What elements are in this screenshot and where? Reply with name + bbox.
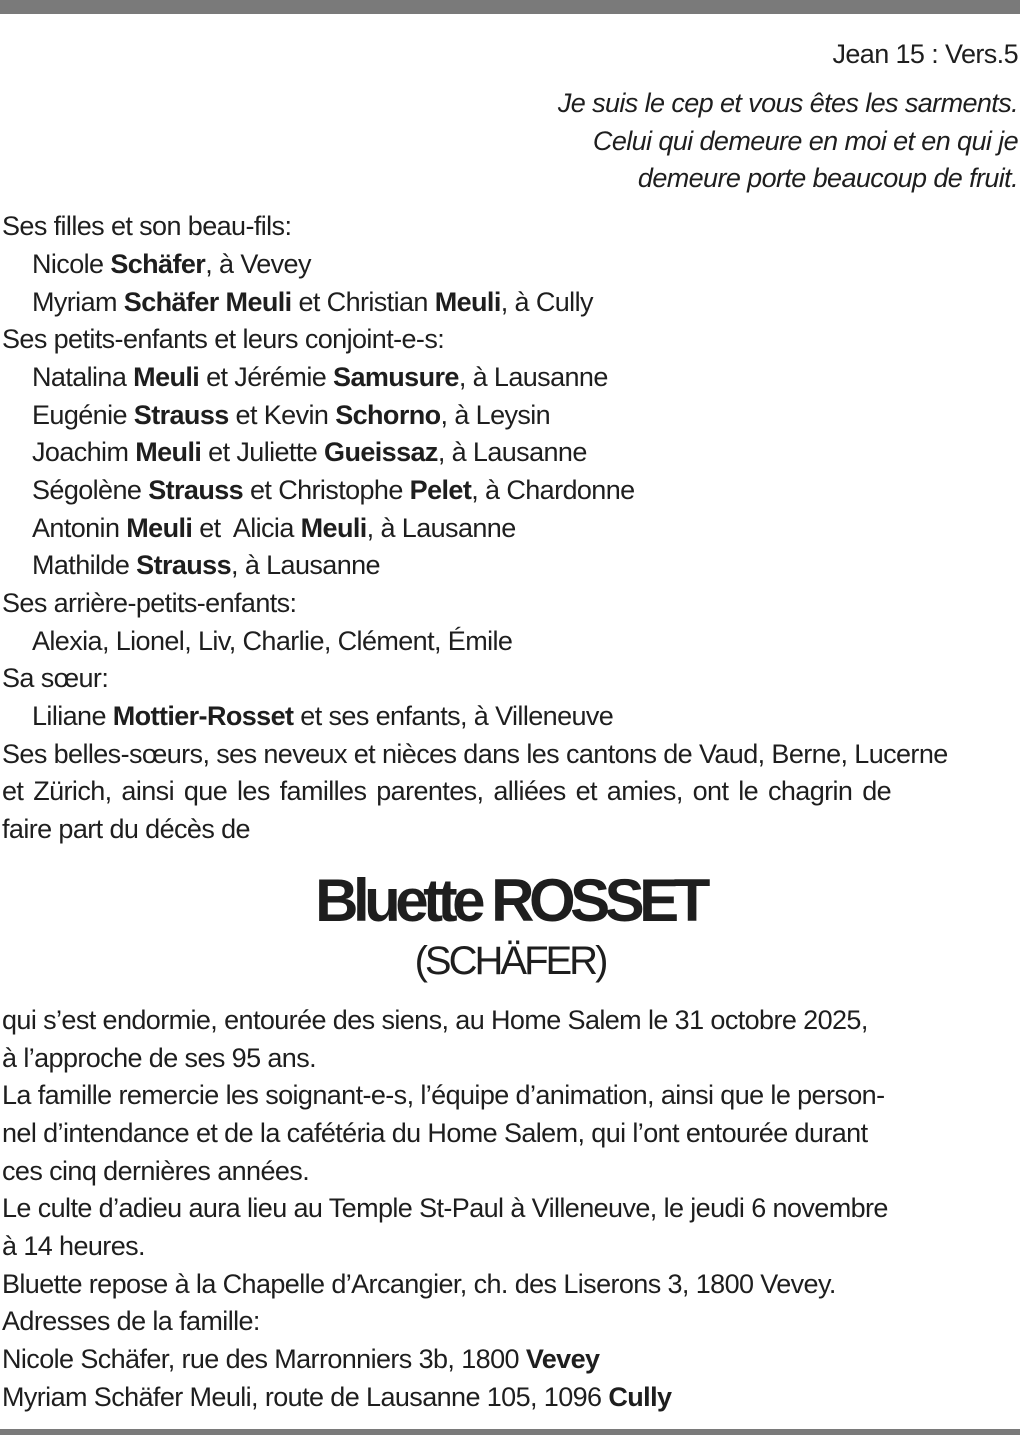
great-grandchildren-list: Alexia, Lionel, Liv, Charlie, Clément, Émile <box>32 626 513 656</box>
great-grandchildren-heading: Ses arrière-petits-enfants: <box>2 588 297 618</box>
verse-line-2: Celui qui demeure en moi et en qui je <box>592 126 1018 156</box>
daughters-heading: Ses filles et son beau-fils: <box>2 211 292 241</box>
family-member: Ségolène Strauss et Christophe Pelet, à Chardonne <box>32 475 635 505</box>
thanks-line: ces cinq dernières années. <box>2 1156 310 1186</box>
passing-line: à l’approche de ses 95 ans. <box>2 1043 317 1073</box>
announcement-line: et Zürich, ainsi que les familles parentes, alliées et amies, ont le chagrin de <box>2 776 892 806</box>
family-member: Joachim Meuli et Juliette Gueissaz, à Lausanne <box>32 437 587 467</box>
family-member: Mathilde Strauss, à Lausanne <box>32 550 380 580</box>
bottom-rule <box>0 1429 1020 1435</box>
thanks-line: La famille remercie les soignant-e-s, l’équipe d’animation, ainsi que le person- <box>2 1080 885 1110</box>
family-member: Eugénie Strauss et Kevin Schorno, à Leysin <box>32 400 551 430</box>
deceased-maiden-name: (SCHÄFER) <box>414 939 606 983</box>
family-member: Myriam Schäfer Meuli et Christian Meuli, à Cully <box>32 287 593 317</box>
family-member: Antonin Meuli et Alicia Meuli, à Lausanne <box>32 513 516 543</box>
family-member: Liliane Mottier-Rosset et ses enfants, à Villeneuve <box>32 701 614 731</box>
addresses-heading: Adresses de la famille: <box>2 1306 260 1336</box>
verse-reference: Jean 15 : Vers.5 <box>832 39 1018 69</box>
deceased-name: Bluette ROSSET <box>315 867 705 934</box>
family-address: Myriam Schäfer Meuli, route de Lausanne 105, 1096 Cully <box>2 1382 672 1412</box>
family-member: Nicole Schäfer, à Vevey <box>32 249 311 279</box>
service-line: Le culte d’adieu aura lieu au Temple St-Paul à Villeneuve, le jeudi 6 novembre <box>2 1193 888 1223</box>
sister-heading: Sa sœur: <box>2 663 109 693</box>
top-rule <box>0 0 1020 14</box>
thanks-line: nel d’intendance et de la cafétéria du Home Salem, qui l’ont entourée durant <box>2 1118 868 1148</box>
verse-line-3: demeure porte beaucoup de fruit. <box>637 163 1018 193</box>
verse-line-1: Je suis le cep et vous êtes les sarments. <box>557 88 1018 118</box>
grandchildren-heading: Ses petits-enfants et leurs conjoint-e-s: <box>2 324 445 354</box>
rest-location: Bluette repose à la Chapelle d’Arcangier, ch. des Liserons 3, 1800 Vevey. <box>2 1269 836 1299</box>
announcement-line: faire part du décès de <box>2 814 250 844</box>
service-line: à 14 heures. <box>2 1231 145 1261</box>
announcement-line: Ses belles-sœurs, ses neveux et nièces dans les cantons de Vaud, Berne, Lucerne <box>2 739 948 769</box>
family-member: Natalina Meuli et Jérémie Samusure, à Lausanne <box>32 362 608 392</box>
passing-line: qui s’est endormie, entourée des siens, au Home Salem le 31 octobre 2025, <box>2 1005 868 1035</box>
family-address: Nicole Schäfer, rue des Marronniers 3b, 1800 Vevey <box>2 1344 600 1374</box>
